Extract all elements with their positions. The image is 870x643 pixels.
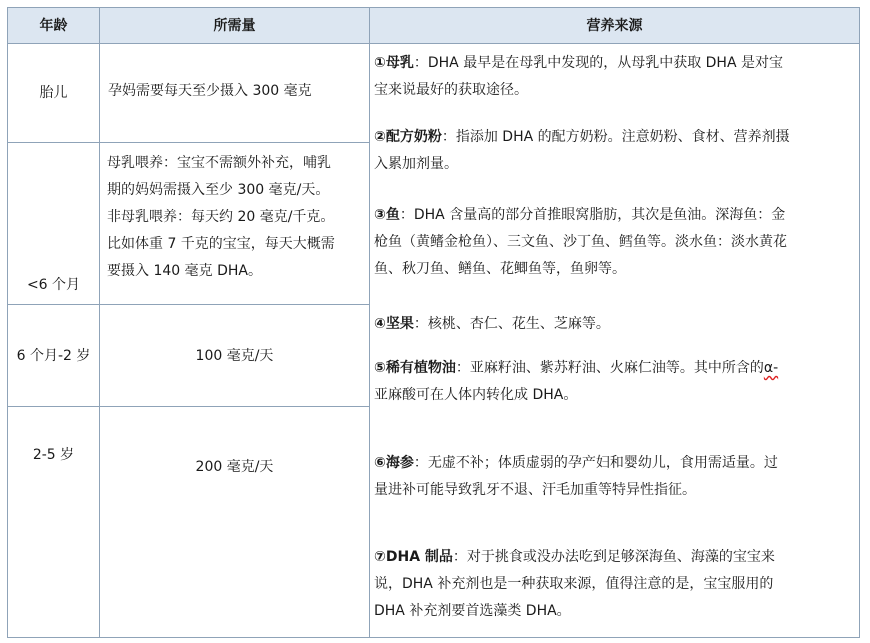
source-text: 量进补可能导致乳牙不退、汗毛加重等特异性指征。 bbox=[374, 482, 696, 498]
source-text: 入累加剂量。 bbox=[374, 156, 458, 172]
amount-2-5y: 200 毫克/天 bbox=[195, 459, 274, 475]
source-label: ⑦DHA 制品 bbox=[374, 549, 453, 565]
amount-line: 期的妈妈需摄入至少 300 毫克/天。 bbox=[107, 182, 330, 198]
alpha-suffix: α- bbox=[763, 360, 779, 376]
amount-under-6-months bbox=[107, 150, 365, 285]
source-text: ：无虚不补；体质虚弱的孕产妇和婴幼儿，食用需适量。过 bbox=[413, 455, 778, 471]
source-breast-milk bbox=[374, 50, 856, 104]
table-border-bottom bbox=[7, 637, 860, 638]
source-dha-products bbox=[374, 544, 856, 625]
source-text: ：DHA 含量高的部分首推眼窝脂肪，其次是鱼油。深海鱼：金 bbox=[399, 207, 786, 223]
amount-fetus: 孕妈需要每天至少摄入 300 毫克 bbox=[108, 83, 312, 99]
amount-line: 母乳喂养：宝宝不需额外补充，哺乳 bbox=[107, 155, 331, 171]
amount-line: 要摄入 140 毫克 DHA。 bbox=[107, 263, 262, 279]
row-divider-1 bbox=[7, 142, 369, 143]
source-text: 宝来说最好的获取途径。 bbox=[374, 82, 528, 98]
source-text: ：对于挑食或没办法吃到足够深海鱼、海藻的宝宝来 bbox=[452, 549, 775, 565]
source-sea-cucumber bbox=[374, 450, 856, 504]
source-label: ②配方奶粉 bbox=[374, 129, 442, 145]
header-amount: 所需量 bbox=[213, 17, 256, 34]
source-fish bbox=[374, 202, 856, 283]
amount-line: 比如体重 7 千克的宝宝，每天大概需 bbox=[107, 236, 335, 252]
source-nuts bbox=[374, 311, 856, 338]
source-label: ③鱼 bbox=[374, 207, 400, 223]
amount-line: 非母乳喂养：每天约 20 毫克/千克。 bbox=[107, 209, 335, 225]
source-text: ：DHA 最早是在母乳中发现的，从母乳中获取 DHA 是对宝 bbox=[413, 55, 783, 71]
age-6m-2y: 6 个月-2 岁 bbox=[16, 347, 91, 364]
age-fetus: 胎儿 bbox=[39, 85, 68, 101]
source-text: ：亚麻籽油、紫苏籽油、火麻仁油等。其中所含的 bbox=[455, 360, 764, 376]
table-border-right bbox=[859, 7, 860, 638]
source-text: DHA 补充剂要首选藻类 DHA。 bbox=[374, 603, 571, 619]
source-label: ④坚果 bbox=[374, 316, 414, 332]
header-age: 年龄 bbox=[39, 17, 68, 34]
source-label: ⑤稀有植物油 bbox=[374, 360, 456, 376]
age-2-5y: 2-5 岁 bbox=[32, 447, 75, 463]
header-divider bbox=[7, 43, 860, 44]
source-text: 亚麻酸可在人体内转化成 DHA。 bbox=[374, 387, 578, 403]
source-label: ①母乳 bbox=[374, 55, 414, 71]
source-text: 枪鱼（黄鳍金枪鱼）、三文鱼、沙丁鱼、鳕鱼等。淡水鱼：淡水黄花 bbox=[374, 234, 787, 250]
source-plant-oil bbox=[374, 355, 856, 409]
header-sources: 营养来源 bbox=[586, 17, 643, 34]
column-divider-2 bbox=[369, 7, 370, 638]
source-text: ：核桃、杏仁、花生、芝麻等。 bbox=[413, 316, 610, 332]
source-text: 鱼、秋刀鱼、鳝鱼、花鲫鱼等，鱼卵等。 bbox=[374, 261, 626, 277]
source-text: ：指添加 DHA 的配方奶粉。注意奶粉、食材、营养剂摄 bbox=[441, 129, 790, 145]
age-under-6-months: <6 个月 bbox=[26, 277, 81, 293]
source-formula-milk bbox=[374, 124, 856, 178]
source-text: 说，DHA 补充剂也是一种获取来源，值得注意的是，宝宝服用的 bbox=[374, 576, 774, 592]
source-label: ⑥海参 bbox=[374, 455, 414, 471]
amount-6m-2y: 100 毫克/天 bbox=[195, 347, 274, 364]
